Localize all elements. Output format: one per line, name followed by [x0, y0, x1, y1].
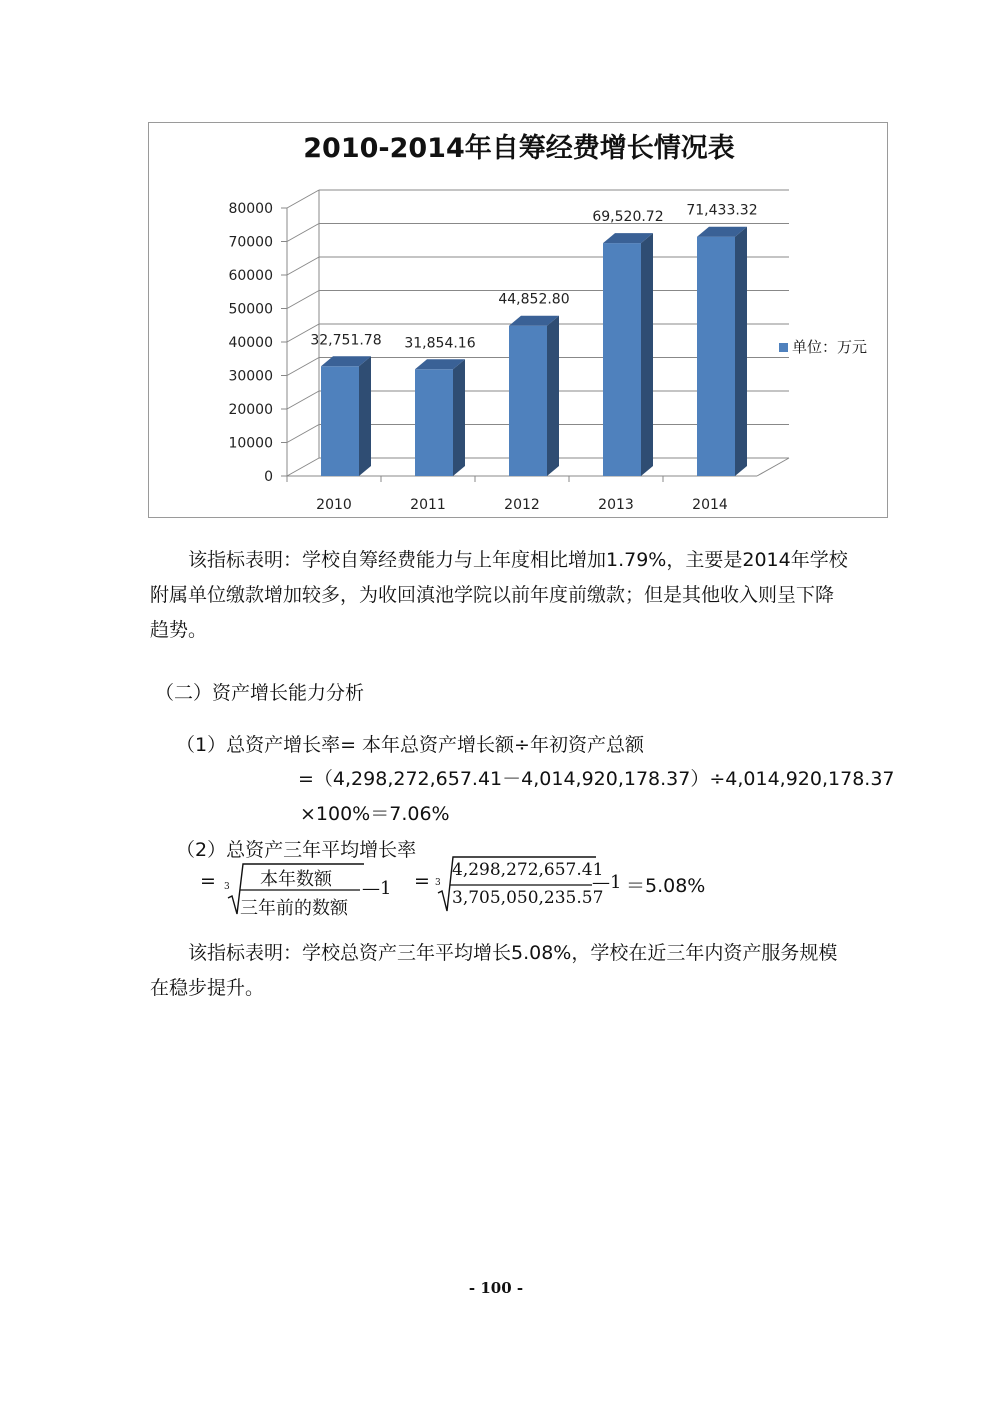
x-tick-label: 2010: [316, 497, 352, 513]
data-label: 31,854.16: [404, 335, 476, 352]
x-tick-label: 2014: [692, 497, 728, 513]
fraction-numerator-1: 本年数额: [260, 869, 332, 890]
y-tick-label: 60000: [228, 268, 273, 284]
formula-1-result: ×100%＝7.06%: [300, 803, 450, 825]
bar-side: [453, 359, 465, 476]
bar-side: [641, 233, 653, 476]
bar-chart: [149, 123, 889, 519]
x-tick-label: 2011: [410, 497, 446, 513]
formula-2-result: ＝5.08%: [626, 875, 706, 897]
page-number: - 100 -: [468, 1279, 524, 1297]
data-label: 71,433.32: [686, 202, 758, 219]
y-tick-label: 10000: [228, 435, 273, 452]
fraction-numerator-2: 4,298,272,657.41: [452, 860, 604, 880]
y-tick-label: 70000: [228, 234, 273, 251]
bar-2010: [310, 332, 381, 476]
y-axis-ticks: [228, 201, 273, 485]
fraction-denominator-1: 三年前的数额: [240, 898, 348, 919]
minus-one-2: —1: [592, 872, 622, 893]
root-index-2: 3: [435, 878, 441, 888]
chart-legend: [779, 338, 867, 356]
bar-side: [735, 227, 747, 476]
y-tick-label: 80000: [228, 201, 273, 217]
minus-one-1: —1: [362, 878, 392, 899]
gridline-side: [287, 190, 319, 208]
equals-sign-2: =: [414, 870, 430, 892]
data-label: 69,520.72: [592, 209, 664, 226]
bar-front: [321, 366, 359, 476]
y-tick-label: 50000: [228, 301, 273, 318]
gridline-side: [287, 257, 319, 275]
x-tick-label: 2013: [598, 497, 634, 513]
x-axis-labels: [287, 476, 728, 513]
floor-right-edge: [757, 458, 789, 476]
chart-bars: [310, 203, 757, 476]
formula-1-label: （1）总资产增长率= 本年总资产增长额÷年初资产总额: [176, 734, 644, 756]
y-tick-label: 20000: [228, 402, 273, 418]
indicator-paragraph-2: 该指标表明：学校总资产三年平均增长5.08%，学校在近三年内资产服务规模在稳步提升。: [150, 942, 838, 999]
x-tick-label: 2012: [504, 497, 540, 513]
equals-sign: =: [200, 870, 216, 892]
gridline-side: [287, 391, 319, 409]
legend-swatch: [779, 343, 788, 352]
formula-1-expression: =（4,298,272,657.41－4,014,920,178.37）÷4,014,920,178.37: [298, 768, 895, 790]
chart-frame: [148, 122, 888, 518]
formula-2-label: （2）总资产三年平均增长率: [176, 839, 417, 861]
gridline-side: [287, 425, 319, 443]
radical-sign-1: [226, 862, 366, 918]
bar-front: [603, 243, 641, 476]
radical-sign-2: [436, 855, 598, 915]
fraction-denominator-2: 3,705,050,235.57: [452, 888, 604, 908]
data-label: 32,751.78: [310, 332, 382, 349]
indicator-paragraph-1: 该指标表明：学校自筹经费能力与上年度相比增加1.79%，主要是2014年学校附属单位缴款增加较多，为收回滇池学院以前年度前缴款；但是其他收入则呈下降趋势。: [150, 549, 848, 641]
bar-2011: [404, 335, 475, 476]
bar-side: [547, 316, 559, 476]
bar-2013: [592, 209, 663, 476]
bar-2014: [686, 203, 757, 476]
gridline-side: [287, 224, 319, 242]
root-index: 3: [224, 882, 230, 892]
gridline-side: [287, 358, 319, 376]
y-tick-label: 40000: [228, 335, 273, 351]
bar-front: [697, 237, 735, 476]
bar-2012: [498, 292, 569, 476]
bar-front: [415, 369, 453, 476]
chart-title: 2010-2014年自筹经费增长情况表: [303, 133, 735, 164]
gridline-side: [287, 458, 319, 476]
section-heading-asset-growth: （二）资产增长能力分析: [155, 682, 365, 704]
bar-side: [359, 356, 371, 476]
data-label: 44,852.80: [498, 291, 570, 308]
bar-front: [509, 326, 547, 476]
y-tick-label: 30000: [228, 368, 273, 385]
y-tick-label: 0: [264, 469, 273, 485]
legend-label: 单位：万元: [792, 338, 868, 356]
gridline-side: [287, 291, 319, 309]
